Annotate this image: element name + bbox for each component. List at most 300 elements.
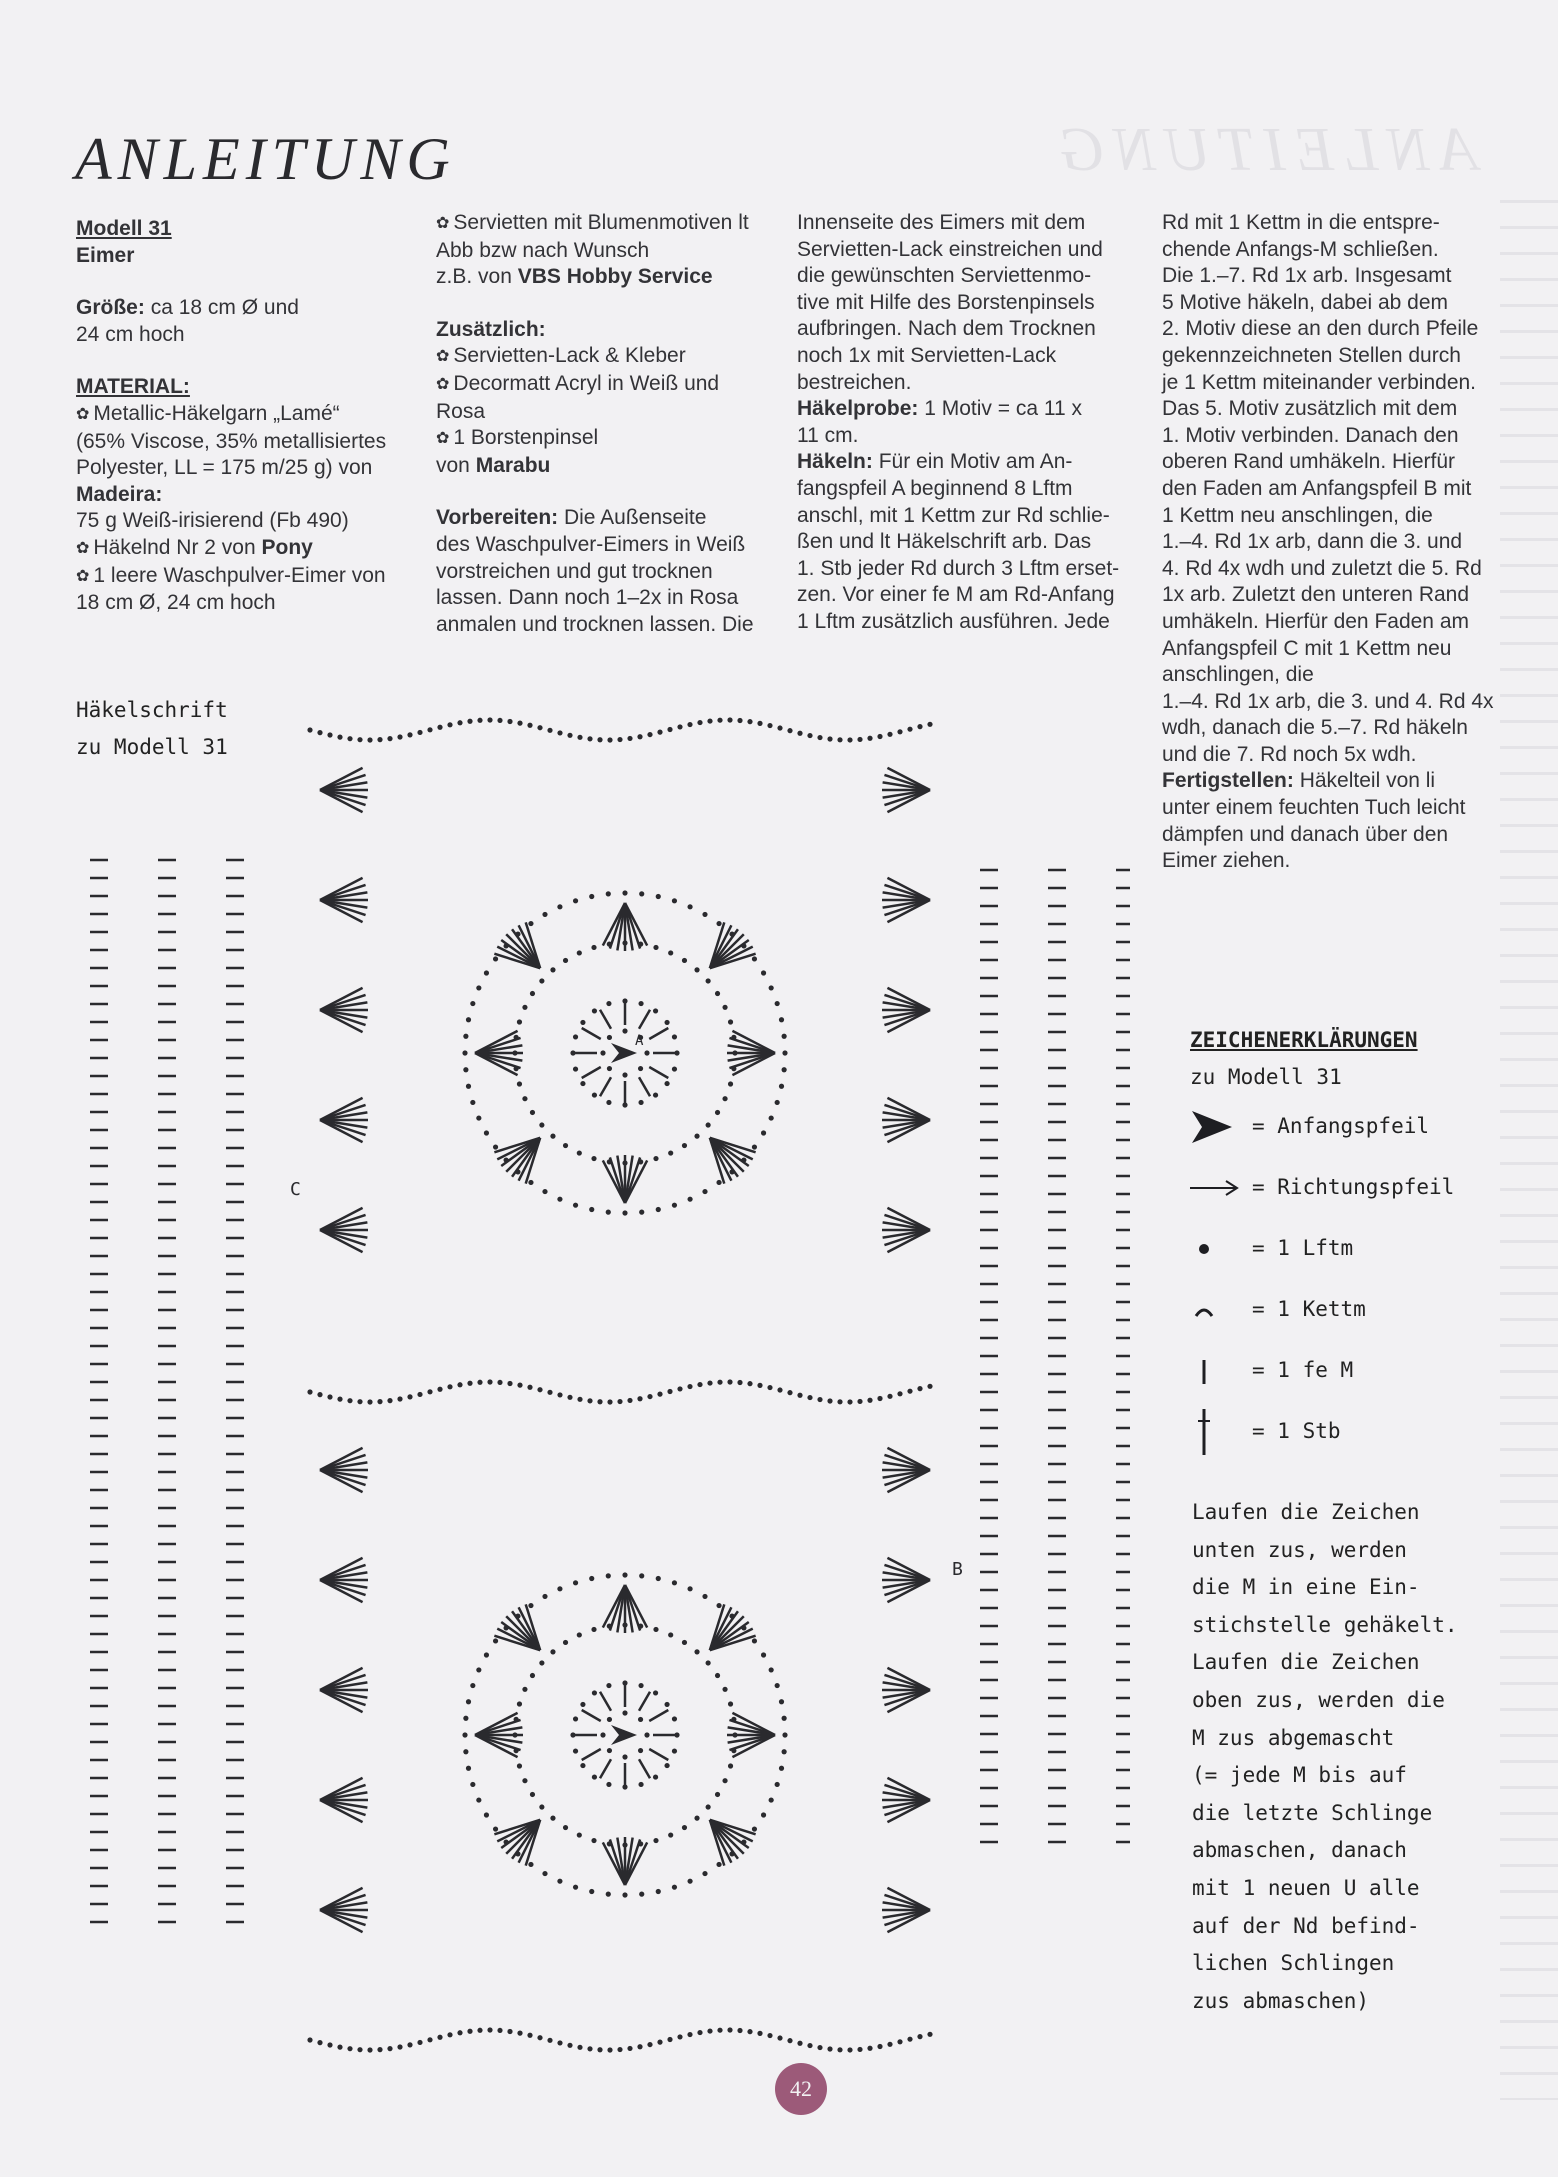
instruction-text: aufbringen. Nach dem Trocknen: [797, 317, 1096, 341]
note-line: auf der Nd befind-: [1192, 1913, 1420, 1938]
chain-stitch: [307, 1389, 312, 1394]
instruction-text: dämpfen und danach über den: [1162, 822, 1449, 846]
prepare-text: lassen. Dann noch 1–2x in Rosa: [436, 586, 739, 610]
chain-stitch: [557, 2040, 562, 2045]
chain-stitch: [728, 1019, 733, 1024]
chain-stitch: [847, 737, 852, 742]
chain-stitch: [517, 1081, 522, 1086]
chain-stitch: [779, 1017, 784, 1022]
chain-stitch: [327, 732, 332, 737]
chain-stitch: [747, 1381, 752, 1386]
chain-stitch: [672, 898, 677, 903]
chain-stitch: [427, 2037, 432, 2042]
chain-stitch: [639, 891, 644, 896]
chain-stitch: [357, 1399, 362, 1404]
chain-stitch: [528, 1862, 533, 1867]
instruction-text: zen. Vor einer fe M am Rd-Anfang: [797, 583, 1115, 607]
chain-stitch: [722, 1687, 727, 1692]
instruction-text: Servietten-Lack einstreichen und: [797, 237, 1103, 261]
chain-stitch: [606, 1001, 611, 1006]
chain-stitch: [668, 950, 673, 955]
chain-stitch: [577, 950, 582, 955]
chain-stitch: [668, 1832, 673, 1837]
chain-stitch: [638, 1717, 643, 1722]
chain-stitch: [347, 2046, 352, 2051]
chain-stitch: [775, 1782, 780, 1787]
chain-stitch: [607, 1748, 612, 1753]
instruction-text: 5 Motive häkeln, dabei ab dem: [1162, 290, 1449, 314]
chain-stitch: [347, 736, 352, 741]
chain-stitch: [592, 1690, 597, 1695]
chain-stitch: [767, 723, 772, 728]
chain-stitch: [557, 1586, 562, 1591]
chain-stitch: [877, 734, 882, 739]
chain-stitch: [817, 735, 822, 740]
double-crochet: [582, 1028, 601, 1039]
chain-stitch: [476, 1115, 481, 1120]
double-crochet: [639, 1759, 650, 1778]
chain-stitch: [597, 737, 602, 742]
additional-heading: Zusätzlich:: [436, 317, 546, 341]
note-line: lichen Schlingen: [1192, 1951, 1395, 1976]
chain-stitch: [687, 1384, 692, 1389]
chain-stitch: [737, 718, 742, 723]
chain-stitch: [522, 1005, 527, 1010]
start-arrow-icon: [1190, 1109, 1252, 1145]
chain-stitch: [470, 1100, 475, 1105]
chain-stitch: [493, 1638, 498, 1643]
chain-stitch: [530, 1673, 535, 1678]
note-line: stichstelle gehäkelt.: [1192, 1612, 1458, 1637]
chain-stitch: [550, 1134, 555, 1139]
chain-stitch: [857, 737, 862, 742]
chain-stitch: [697, 720, 702, 725]
model-subtitle: Eimer: [76, 243, 135, 267]
chain-stitch: [653, 945, 658, 950]
chain-stitch: [437, 725, 442, 730]
chain-stitch: [550, 967, 555, 972]
chain-stitch: [747, 2029, 752, 2034]
chain-stitch: [563, 958, 568, 963]
chain-stitch: [607, 1399, 612, 1404]
chain-stitch: [672, 1580, 677, 1585]
legend-item-direction-arrow: = Richtungspfeil: [1190, 1157, 1510, 1218]
chain-stitch: [573, 1885, 578, 1890]
chain-stitch: [638, 1066, 643, 1071]
chain-stitch: [857, 2047, 862, 2052]
chain-stitch: [706, 978, 711, 983]
chain-stitch: [627, 736, 632, 741]
chain-stitch: [573, 1034, 578, 1039]
double-crochet: [639, 1010, 650, 1029]
instruction-text: tive mit Hilfe des Borstenpinsels: [797, 290, 1095, 314]
chain-stitch: [694, 1134, 699, 1139]
chain-stitch: [477, 2028, 482, 2033]
chain-stitch: [807, 2043, 812, 2048]
chain-stitch: [589, 1889, 594, 1894]
chain-stitch: [387, 736, 392, 741]
double-crochet: [649, 1067, 668, 1078]
instruction-text: 2. Motiv diese an den durch Pfeile: [1162, 317, 1479, 341]
chain-stitch: [573, 1716, 578, 1721]
chain-stitch: [867, 736, 872, 741]
chain-stitch: [617, 737, 622, 742]
chain-stitch: [907, 2037, 912, 2042]
chain-stitch: [522, 1778, 527, 1783]
chain-stitch: [462, 1050, 467, 1055]
instruction-text: Eimer ziehen.: [1162, 849, 1291, 873]
instruction-text: 1x arb. Zuletzt den unteren Rand: [1162, 583, 1470, 607]
chain-stitch: [653, 1156, 658, 1161]
legend-heading: ZEICHENERKLÄRUNGEN: [1190, 1028, 1418, 1052]
chain-stitch: [397, 1396, 402, 1401]
instruction-text: Die 1.–7. Rd 1x arb. Insgesamt: [1162, 264, 1452, 288]
chain-stitch: [347, 1398, 352, 1403]
chain-stitch: [470, 1001, 475, 1006]
chain-stitch: [837, 1399, 842, 1404]
chain-stitch: [656, 894, 661, 899]
chain-stitch: [682, 1143, 687, 1148]
chain-stitch: [477, 718, 482, 723]
chain-stitch: [622, 1102, 627, 1107]
instruction-text: anschl, mit 1 Kettm zur Rd schlie-: [797, 503, 1110, 527]
chain-stitch: [547, 1390, 552, 1395]
chain-stitch: [476, 985, 481, 990]
chain-stitch: [656, 1576, 661, 1581]
chain-stitch: [644, 1050, 649, 1055]
chain-stitch: [672, 1066, 677, 1071]
chain-stitch: [622, 1892, 627, 1897]
note-line: die letzte Schlinge: [1192, 1800, 1433, 1825]
chain-stitch: [470, 1782, 475, 1787]
chain-stitch: [530, 1792, 535, 1797]
chain-stitch: [622, 1028, 627, 1033]
chain-stitch: [542, 1594, 547, 1599]
double-crochet: [582, 1710, 601, 1721]
chain-stitch: [497, 2028, 502, 2033]
chain-stitch: [607, 2047, 612, 2052]
material-item: ✿ Servietten-Lack & Kleber: [436, 343, 771, 371]
mirrored-show-through-title: ANLEITUNG: [1050, 116, 1478, 184]
chain-stitch: [447, 722, 452, 727]
chain-stitch: [757, 721, 762, 726]
chain-stitch: [606, 891, 611, 896]
chain-stitch: [897, 729, 902, 734]
chain-stitch: [466, 1699, 471, 1704]
chain-stitch: [542, 1871, 547, 1876]
start-label-c: C: [290, 1179, 301, 1200]
chain-stitch: [737, 2028, 742, 2033]
chain-stitch-icon: [1190, 1239, 1252, 1259]
chain-stitch: [517, 1763, 522, 1768]
chain-stitch: [573, 1748, 578, 1753]
chain-stitch: [687, 722, 692, 727]
chain-stitch: [677, 1386, 682, 1391]
chain-stitch: [537, 1387, 542, 1392]
chain-stitch: [528, 1180, 533, 1185]
chain-stitch: [591, 1838, 596, 1843]
material-text: 75 g Weiß-irisierend (Fb 490): [76, 509, 349, 533]
chain-stitch: [702, 1189, 707, 1194]
chain-stitch: [317, 1392, 322, 1397]
chain-stitch: [577, 2045, 582, 2050]
chain-stitch: [761, 970, 766, 975]
instruction-text: 1. Stb jeder Rd durch 3 Lftm erset-: [797, 556, 1120, 580]
chain-stitch: [761, 1812, 766, 1817]
chain-stitch: [457, 2030, 462, 2035]
material-item: ✿ Decormatt Acryl in Weiß und: [436, 371, 771, 399]
chain-stitch: [907, 727, 912, 732]
instruction-text: den Faden am Anfangspfeil B mit: [1162, 476, 1472, 500]
chain-stitch: [466, 1017, 471, 1022]
chain-stitch: [779, 1699, 784, 1704]
chain-stitch: [877, 1396, 882, 1401]
chain-stitch: [580, 1702, 585, 1707]
chain-stitch: [917, 724, 922, 729]
chain-stitch: [639, 1573, 644, 1578]
chain-stitch: [577, 735, 582, 740]
material-text: Rosa: [436, 399, 486, 423]
instruction-text: 4. Rd 4x wdh und zuletzt die 5. Rd: [1162, 556, 1482, 580]
chain-stitch: [457, 720, 462, 725]
instruction-text: 1.–4. Rd 1x arb, dann die 3. und: [1162, 530, 1463, 554]
chain-stitch: [327, 2042, 332, 2047]
chain-stitch: [467, 1381, 472, 1386]
chain-stitch: [617, 1399, 622, 1404]
instruction-text: die gewünschten Serviettenmo-: [797, 264, 1092, 288]
legend-item-double-crochet: = 1 Stb: [1190, 1401, 1510, 1462]
chain-stitch: [407, 1394, 412, 1399]
chain-stitch: [550, 1649, 555, 1654]
chain-stitch: [682, 1825, 687, 1830]
chain-stitch: [497, 1380, 502, 1385]
chain-stitch: [664, 1020, 669, 1025]
prepare-text: des Waschpulver-Eimers in Weiß: [436, 532, 746, 556]
page-number: 42: [775, 2063, 827, 2115]
chain-stitch: [656, 1889, 661, 1894]
chain-stitch: [357, 737, 362, 742]
chain-stitch: [722, 1005, 727, 1010]
chain-stitch: [775, 1001, 780, 1006]
chain-stitch: [897, 2039, 902, 2044]
chain-stitch: [522, 1687, 527, 1692]
chain-stitch: [463, 1034, 468, 1039]
chain-stitch: [470, 1683, 475, 1688]
chain-stitch: [592, 1092, 597, 1097]
material-text: Polyester, LL = 175 m/25 g) von: [76, 456, 373, 480]
page-title: ANLEITUNG: [75, 126, 456, 192]
chain-stitch: [917, 2034, 922, 2039]
chain-stitch: [589, 1207, 594, 1212]
chain-stitch: [542, 1189, 547, 1194]
chain-stitch: [807, 733, 812, 738]
chain-stitch: [657, 730, 662, 735]
chain-stitch: [527, 1385, 532, 1390]
chain-stitch: [522, 1096, 527, 1101]
chain-stitch: [547, 2038, 552, 2043]
chain-stitch: [466, 1766, 471, 1771]
size-line-2: 24 cm hoch: [76, 322, 185, 346]
chain-stitch: [487, 2027, 492, 2032]
prepare-text: vorstreichen und gut trocknen: [436, 559, 713, 583]
chain-stitch: [887, 2042, 892, 2047]
legend-item-start-arrow: = Anfangspfeil: [1190, 1096, 1510, 1157]
chain-stitch: [517, 1019, 522, 1024]
chain-stitch: [782, 1034, 787, 1039]
chain-stitch: [417, 1392, 422, 1397]
chain-stitch: [539, 978, 544, 983]
chain-stitch: [577, 1832, 582, 1837]
chain-stitch: [463, 1716, 468, 1721]
chain-stitch: [327, 1394, 332, 1399]
chain-stitch: [657, 1392, 662, 1397]
chain-stitch: [728, 1081, 733, 1086]
note-line: abmaschen, danach: [1192, 1838, 1407, 1863]
chain-stitch: [737, 1380, 742, 1385]
chain-stitch: [537, 2035, 542, 2040]
chain-stitch: [517, 721, 522, 726]
chain-stitch: [702, 912, 707, 917]
double-crochet: [649, 1028, 668, 1039]
chain-stitch: [563, 1640, 568, 1645]
finish-line: Fertigstellen: Häkelteil von li: [1162, 769, 1436, 793]
double-crochet: [600, 1010, 611, 1029]
chain-stitch: [664, 1081, 669, 1086]
chain-stitch: [606, 1100, 611, 1105]
chain-stitch: [557, 1392, 562, 1397]
chain-stitch: [527, 723, 532, 728]
chain-stitch: [357, 2047, 362, 2052]
chain-stitch: [717, 718, 722, 723]
start-label-a: A: [635, 1033, 644, 1049]
instruction-text: gekennzeichneten Stellen durch: [1162, 343, 1461, 367]
chain-stitch: [570, 1732, 575, 1737]
chain-stitch: [462, 1732, 467, 1737]
chain-stitch: [463, 1749, 468, 1754]
chain-stitch: [672, 1885, 677, 1890]
chain-stitch: [407, 2042, 412, 2047]
chain-stitch: [377, 737, 382, 742]
chain-stitch: [606, 1782, 611, 1787]
chain-stitch: [706, 1122, 711, 1127]
chain-stitch: [476, 1667, 481, 1672]
instruction-text: wdh, danach die 5.–7. Rd häkeln: [1162, 716, 1468, 740]
chain-stitch: [539, 1804, 544, 1809]
chain-stitch: [797, 1393, 802, 1398]
start-label-b: B: [952, 1559, 963, 1580]
chain-stitch: [674, 1732, 679, 1737]
chain-stitch: [927, 722, 932, 727]
note-line: Laufen die Zeichen: [1192, 1650, 1420, 1675]
note-line: M zus abgemascht: [1192, 1725, 1395, 1750]
chain-stitch: [837, 737, 842, 742]
chain-stitch: [547, 728, 552, 733]
material-heading: MATERIAL:: [76, 375, 190, 399]
chain-stitch: [337, 1396, 342, 1401]
material-text: 18 cm Ø, 24 cm hoch: [76, 591, 276, 615]
chain-stitch: [775, 1100, 780, 1105]
chain-stitch: [484, 1652, 489, 1657]
start-arrow: [611, 1725, 637, 1745]
chain-stitch: [907, 1389, 912, 1394]
chain-stitch: [591, 1627, 596, 1632]
chain-stitch: [668, 1150, 673, 1155]
instruction-text: bestreichen.: [797, 370, 912, 394]
chain-stitch: [557, 1879, 562, 1884]
prepare-paragraph: Vorbereiten: Die Außenseite: [436, 506, 707, 530]
instruction-text: Innenseite des Eimers mit dem: [797, 211, 1086, 234]
double-crochet: [639, 1077, 650, 1096]
chain-stitch: [397, 734, 402, 739]
chain-stitch: [417, 730, 422, 735]
material-item: ✿ 1 Borstenpinsel: [436, 425, 771, 453]
size-line: Größe: ca 18 cm Ø und: [76, 296, 299, 320]
note-line: unten zus, werden: [1192, 1537, 1407, 1562]
column-additional: [436, 210, 771, 638]
chain-stitch: [577, 1397, 582, 1402]
chain-stitch: [317, 730, 322, 735]
chain-stitch: [782, 1716, 787, 1721]
chain-stitch: [530, 991, 535, 996]
chain-stitch: [487, 1379, 492, 1384]
chain-stitch: [782, 1732, 787, 1737]
chain-stitch: [787, 2038, 792, 2043]
column-instructions-1: [797, 210, 1127, 636]
chain-stitch: [550, 1816, 555, 1821]
double-crochet: [639, 1692, 650, 1711]
chain-stitch: [573, 898, 578, 903]
chain-stitch: [607, 737, 612, 742]
chain-stitch: [627, 1398, 632, 1403]
material-item: ✿ 1 leere Waschpulver-Eimer von: [76, 563, 406, 591]
crochet-line: Häkeln: Für ein Motiv am An-: [797, 450, 1073, 474]
chain-stitch: [387, 2046, 392, 2051]
chain-stitch: [717, 2028, 722, 2033]
chain-stitch: [775, 1683, 780, 1688]
chain-stitch: [687, 904, 692, 909]
chain-stitch: [653, 1008, 658, 1013]
chain-stitch: [757, 2031, 762, 2036]
chain-stitch: [769, 1667, 774, 1672]
chain-stitch: [493, 1826, 498, 1831]
chain-stitch: [367, 2047, 372, 2052]
chain-stitch: [557, 1197, 562, 1202]
chain-stitch: [606, 1683, 611, 1688]
chain-stitch: [647, 1394, 652, 1399]
chain-stitch: [592, 1008, 597, 1013]
chain-stitch: [716, 1862, 721, 1867]
chain-stitch: [577, 1632, 582, 1637]
chain-stitch: [715, 1110, 720, 1115]
chain-stitch: [447, 1384, 452, 1389]
chain-stitch: [707, 718, 712, 723]
chain-stitch: [484, 1812, 489, 1817]
chain-stitch: [797, 731, 802, 736]
instruction-text: Rd mit 1 Kettm in die entspre-: [1162, 211, 1440, 234]
chain-stitch: [782, 1050, 787, 1055]
chain-stitch: [589, 1576, 594, 1581]
chain-stitch: [527, 2033, 532, 2038]
chain-stitch: [622, 1784, 627, 1789]
chain-stitch: [337, 734, 342, 739]
chain-stitch: [493, 956, 498, 961]
chain-stitch: [457, 1382, 462, 1387]
symbol-legend: [1190, 1022, 1510, 1462]
chain-stitch: [567, 733, 572, 738]
instruction-text: 1 Lftm zusätzlich ausführen. Jede: [797, 609, 1110, 633]
instruction-text: umhäkeln. Hierfür den Faden am: [1162, 609, 1469, 633]
chain-stitch: [697, 1382, 702, 1387]
